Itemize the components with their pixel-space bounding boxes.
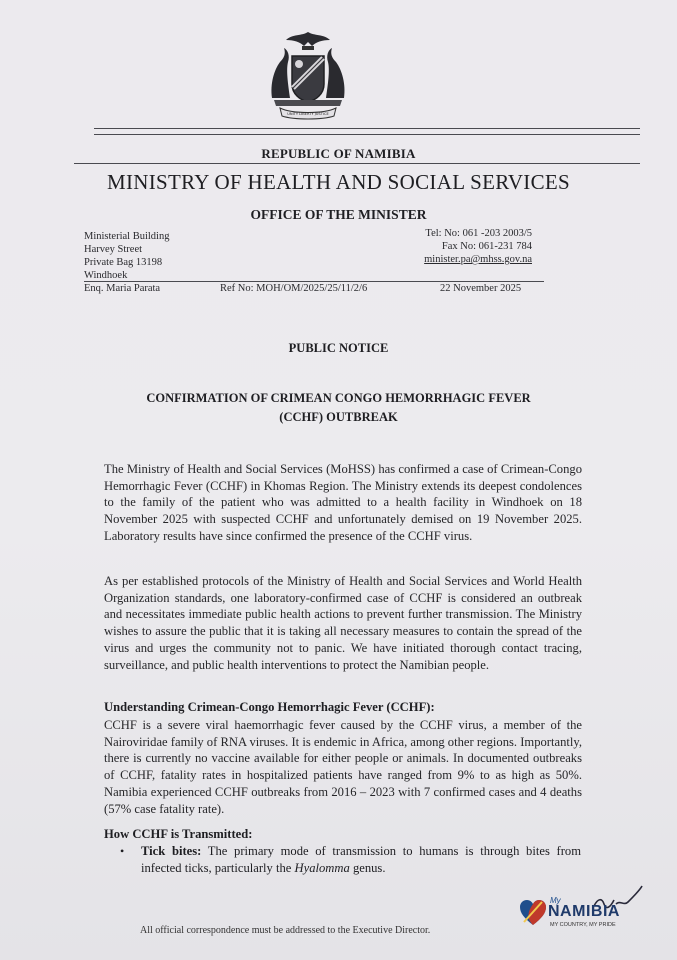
bullet-end: genus. <box>352 860 386 875</box>
notice-title: PUBLIC NOTICE <box>288 341 389 355</box>
tel-number: Tel: No: 061 -203 2003/5 <box>425 228 532 239</box>
notice-subject <box>0 389 677 427</box>
ministry-title: MINISTRY OF HEALTH AND SOCIAL SERVICES <box>106 170 570 194</box>
enquiries-line: Enq. Maria Parata <box>84 283 161 294</box>
my-namibia-logo <box>518 886 638 946</box>
notice-subject-line: (CCHF) OUTBREAK <box>279 410 398 424</box>
header-rule-second <box>94 134 640 135</box>
bullet-text: The primary mode of transmission to humans is through bites from infected ticks, particularly the <box>141 844 582 875</box>
address-line: Ministerial Building <box>84 231 170 242</box>
office-title: OFFICE OF THE MINISTER <box>250 207 427 222</box>
section-heading-understanding: Understanding Crimean-Congo Hemorrhagic Fever (CCHF): <box>104 700 435 714</box>
bullet-icon: • <box>120 844 125 858</box>
republic-underline <box>74 163 640 164</box>
paragraph-protocols: As per established protocols of the Ministry of Health and Social Services and World Health Organization standards, one laboratory-confirmed case of CCHF is considered an outbreak and necessitates immediate public health actions to prevent further transmission. The Ministry wishes to assure the public that it is taking all necessary measures to contain the spread of the virus and urges the community not to panic. We have initiated thorough contact tracing, surveillance, and public health interventions to protect the Namibian people. <box>104 574 582 672</box>
paragraph-confirmation: The Ministry of Health and Social Services (MoHSS) has confirmed a case of Crimean-Congo Hemorrhagic Fever (CCHF) in Khomas Region. The Ministry extends its deepest condolences to the family of the patient who was admitted to a health facility in Windhoek on 18 November 2025 with suspected CCHF and unfortunately demised on 19 November 2025. Laboratory results have since confirmed the presence of the CCHF virus. <box>104 462 582 543</box>
reference-number: Ref No: MOH/OM/2025/25/11/2/6 <box>220 283 368 294</box>
fax-number: Fax No: 061-231 784 <box>441 241 532 252</box>
address-line: Private Bag 13198 <box>84 257 163 268</box>
logo-my: My <box>550 896 561 905</box>
header-rule-top <box>94 128 640 129</box>
bullet-label: Tick bites: <box>141 844 202 858</box>
logo-tagline: MY COUNTRY, MY PRIDE <box>550 922 616 928</box>
footer-note: All official correspondence must be addressed to the Executive Director. <box>140 925 431 936</box>
logo-namibia: NAMIBIA <box>548 903 620 920</box>
paragraph-cchf-description: CCHF is a severe viral haemorrhagic fever caused by the CCHF virus, a member of the Nairoviridae family of RNA viruses. It is endemic in Africa, among other regions. Importantly, there is currently no vaccine available for either people or animals. In documented outbreaks of CCHF, fatality rates in hospitalized patients have ranged from 9% to as high as 50%. Namibia experienced CCHF outbreaks from 2016 – 2023 with 7 confirmed cases and 4 deaths (57% case fatality rate). <box>104 718 582 816</box>
section-heading-transmission: How CCHF is Transmitted: <box>104 827 253 841</box>
address-block <box>84 230 169 282</box>
contact-block <box>380 227 532 266</box>
document-date: 22 November 2025 <box>440 283 522 294</box>
coat-of-arms-motto: UNITY LIBERTY JUSTICE <box>287 112 329 116</box>
notice-subject-line: CONFIRMATION OF CRIMEAN CONGO HEMORRHAGIC FEVER <box>146 391 531 405</box>
republic-title: REPUBLIC OF NAMIBIA <box>261 146 416 161</box>
address-line: Windhoek <box>84 270 128 281</box>
bullet-genus: Hyalomma <box>294 860 350 875</box>
address-line: Harvey Street <box>84 244 143 255</box>
address-rule <box>84 281 544 282</box>
bullet-tick-bites <box>141 843 581 876</box>
heart-logo-icon <box>518 898 548 928</box>
email-link[interactable]: minister.pa@mhss.gov.na <box>424 254 532 265</box>
coat-of-arms-icon <box>262 28 354 124</box>
